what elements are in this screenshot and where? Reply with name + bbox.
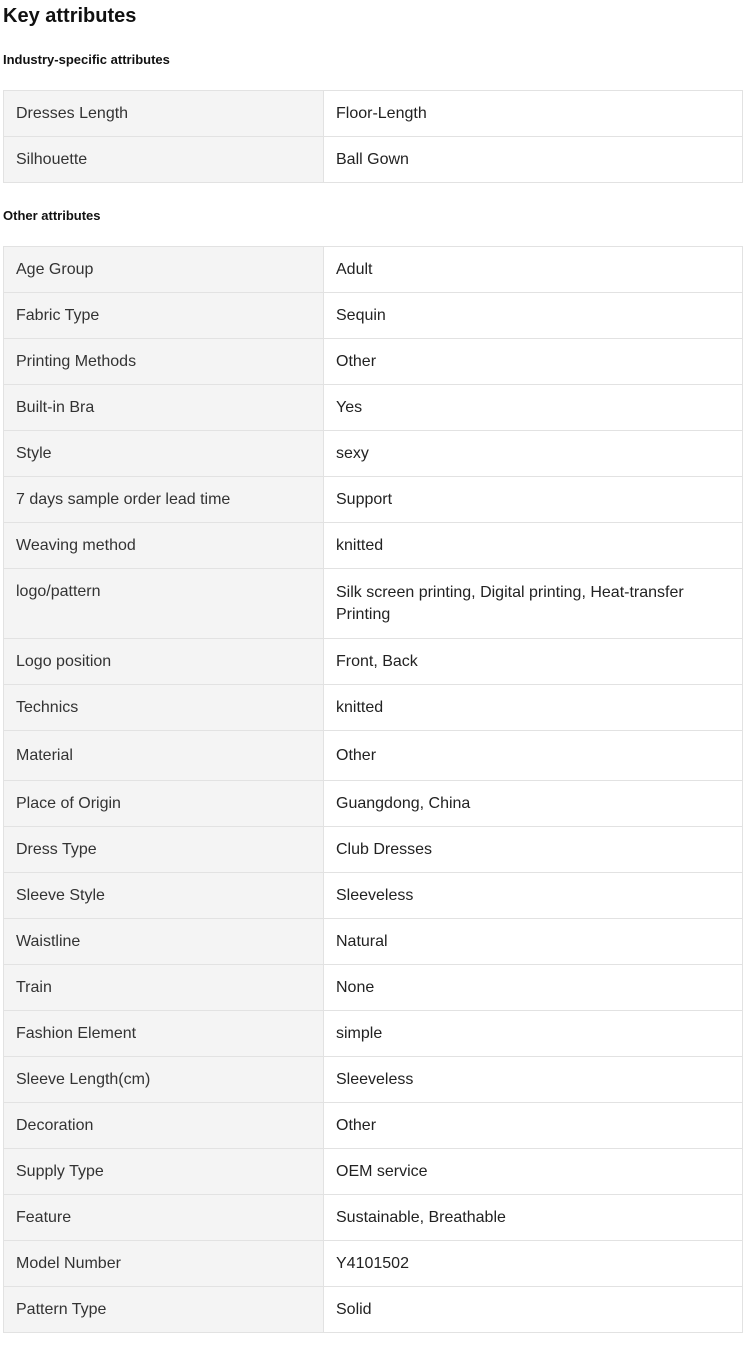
attribute-row — [4, 827, 743, 873]
attribute-row — [4, 431, 743, 477]
attribute-value: Sequin — [324, 293, 743, 339]
attribute-value: Guangdong, China — [324, 781, 743, 827]
attribute-row — [4, 731, 743, 781]
attribute-value: Ball Gown — [324, 137, 743, 183]
attribute-row — [4, 639, 743, 685]
attribute-key: Logo position — [4, 639, 324, 685]
attribute-row — [4, 781, 743, 827]
attribute-key: Built-in Bra — [4, 385, 324, 431]
attribute-key: Train — [4, 965, 324, 1011]
industry-attributes-heading: Industry-specific attributes — [3, 52, 170, 67]
attribute-value: Support — [324, 477, 743, 523]
attribute-row — [4, 1057, 743, 1103]
attribute-key: Material — [4, 731, 324, 781]
attribute-key: Place of Origin — [4, 781, 324, 827]
attribute-value: knitted — [324, 523, 743, 569]
attribute-row — [4, 1241, 743, 1287]
attribute-value: Sleeveless — [324, 873, 743, 919]
attribute-key: Fashion Element — [4, 1011, 324, 1057]
attribute-row — [4, 247, 743, 293]
attribute-key: Dress Type — [4, 827, 324, 873]
attribute-row — [4, 873, 743, 919]
attribute-key: Feature — [4, 1195, 324, 1241]
attribute-key: Waistline — [4, 919, 324, 965]
attribute-row — [4, 1195, 743, 1241]
attribute-key: Sleeve Length(cm) — [4, 1057, 324, 1103]
attribute-row — [4, 1103, 743, 1149]
attribute-row — [4, 91, 743, 137]
attribute-value: Floor-Length — [324, 91, 743, 137]
attribute-key: logo/pattern — [4, 569, 324, 639]
attribute-row — [4, 293, 743, 339]
attribute-key: Fabric Type — [4, 293, 324, 339]
attribute-row — [4, 965, 743, 1011]
attribute-value: Club Dresses — [324, 827, 743, 873]
attribute-value: Other — [324, 1103, 743, 1149]
attribute-value: Silk screen printing, Digital printing, Heat-transfer Printing — [324, 569, 743, 639]
attribute-row — [4, 569, 743, 639]
attribute-key: Style — [4, 431, 324, 477]
attribute-row — [4, 137, 743, 183]
attribute-row — [4, 385, 743, 431]
attribute-key: Model Number — [4, 1241, 324, 1287]
attribute-row — [4, 339, 743, 385]
attribute-key: Decoration — [4, 1103, 324, 1149]
attribute-value: Y4101502 — [324, 1241, 743, 1287]
other-attributes-table — [3, 246, 743, 1333]
attribute-value: Sustainable, Breathable — [324, 1195, 743, 1241]
attribute-key: Dresses Length — [4, 91, 324, 137]
attribute-row — [4, 1011, 743, 1057]
attribute-key: 7 days sample order lead time — [4, 477, 324, 523]
attribute-value: sexy — [324, 431, 743, 477]
attribute-key: Technics — [4, 685, 324, 731]
attribute-key: Silhouette — [4, 137, 324, 183]
attribute-value: Yes — [324, 385, 743, 431]
other-attributes-heading: Other attributes — [3, 208, 101, 223]
attribute-row — [4, 685, 743, 731]
attribute-value: Solid — [324, 1287, 743, 1333]
attribute-key: Pattern Type — [4, 1287, 324, 1333]
attribute-value: Other — [324, 731, 743, 781]
attribute-value: None — [324, 965, 743, 1011]
page-title: Key attributes — [3, 5, 137, 27]
attribute-value: Natural — [324, 919, 743, 965]
attribute-key: Printing Methods — [4, 339, 324, 385]
attribute-value: knitted — [324, 685, 743, 731]
attribute-value: Other — [324, 339, 743, 385]
attribute-key: Weaving method — [4, 523, 324, 569]
attribute-value: simple — [324, 1011, 743, 1057]
attribute-value: Sleeveless — [324, 1057, 743, 1103]
attribute-key: Supply Type — [4, 1149, 324, 1195]
attribute-key: Age Group — [4, 247, 324, 293]
industry-attributes-table — [3, 90, 743, 183]
attribute-row — [4, 523, 743, 569]
attribute-value: Adult — [324, 247, 743, 293]
attribute-row — [4, 477, 743, 523]
attribute-row — [4, 919, 743, 965]
attribute-row — [4, 1149, 743, 1195]
attribute-key: Sleeve Style — [4, 873, 324, 919]
attribute-value: OEM service — [324, 1149, 743, 1195]
attribute-row — [4, 1287, 743, 1333]
attribute-value: Front, Back — [324, 639, 743, 685]
